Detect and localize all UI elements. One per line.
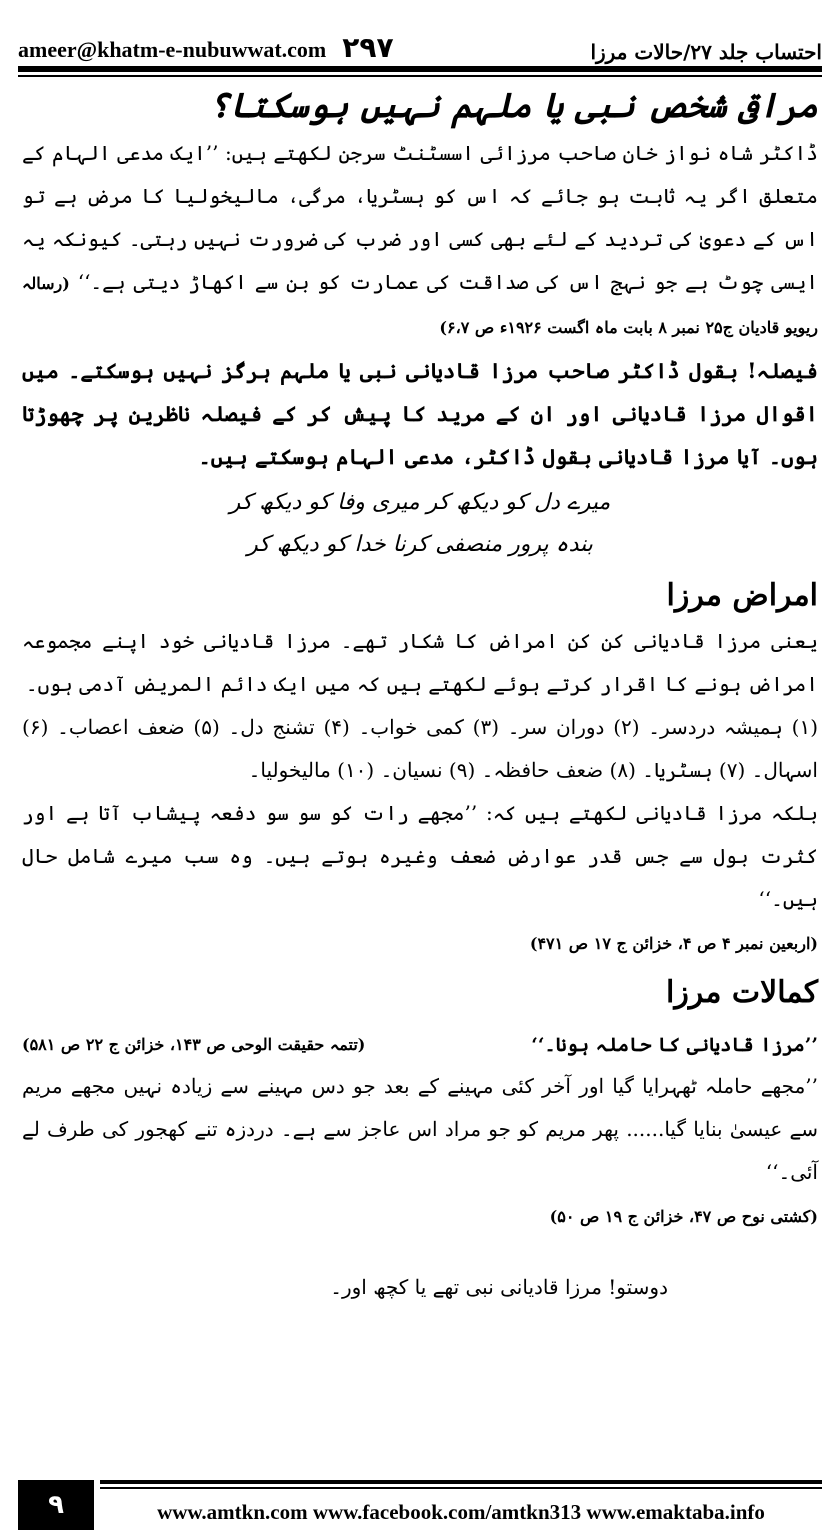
pregnancy-quote: ’’مرزا قادیانی کا حاملہ ہونا۔‘‘ bbox=[531, 1034, 818, 1056]
closing-line: دوستو! مرزا قادیانی نبی تھے یا کچھ اور۔ bbox=[330, 1275, 668, 1299]
footer-rule-thick bbox=[100, 1480, 822, 1484]
header-rule-thin bbox=[18, 75, 822, 77]
paragraph-urine-quote: بلکہ مرزا قادیانی لکھتے ہیں کہ: ’’مجھے رات کو سو سو دفعہ پیشاب آتا ہے اور کثرت بول سے جس قدر عوارض ضعف وغیرہ ہوتے ہیں۔ وہ سب میرے شامل حال ہیں۔‘‘ bbox=[22, 801, 818, 911]
doctor-quote-text: ڈاکٹر شاہ نواز خان صاحب مرزائی اسسٹنٹ سرجن لکھتے ہیں: ’’ایک مدعی الہام کے متعلق اگر یہ ثابت ہو جائے کہ اس کو ہسٹریا، مرگی، مالیخولیا کا مرض ہے تو اس کے دعویٰ کی تردید کے لئے بھی کسی اور ضرب کی ضرورت نہیں رہتی۔ کیونکہ یہ ایسی چوٹ ہے جو نہج اس کی صداقت کی عمارت کو بن سے اکھاڑ دیتی ہے۔‘‘ bbox=[22, 141, 819, 294]
poetry-verse-1: میرے دل کو دیکھ کر میری وفا کو دیکھ کر bbox=[229, 490, 611, 515]
footer-rule-thin bbox=[100, 1487, 822, 1489]
doctor-quote-reference: (رسالہ ریویو قادیان ج۲۵ نمبر ۸ بابت ماہ اگست ۱۹۲۶ء ص ۶،۷) bbox=[22, 274, 818, 337]
paragraph-diseases-list: (۱) ہمیشہ دردسر۔ (۲) دوران سر۔ (۳) کمی خواب۔ (۴) تشنج دل۔ (۵) ضعف اعصاب۔ (۶) اسہال۔ (۷) ہسٹریا۔ (۸) ضعف حافظہ۔ (۹) نسیان۔ (۱۰) مالیخولیا۔ bbox=[22, 715, 818, 782]
header-book-title: احتساب جلد ۲۷/حالات مرزا bbox=[590, 40, 822, 64]
paragraph-doctor-quote bbox=[22, 132, 818, 349]
paragraph-diseases-intro: یعنی مرزا قادیانی کن کن امراض کا شکار تھے۔ مرزا قادیانی خود اپنے مجموعہ امراض ہونے کا اقرار کرتے ہوئے لکھتے ہیں کہ میں ایک دائم المریض آدمی ہوں۔ bbox=[22, 629, 818, 696]
section-heading-2: امراض مرزا bbox=[666, 578, 818, 613]
section-heading-1: مراقی شخص نبی یا ملہم نہیں ہوسکتا؟ bbox=[209, 86, 818, 126]
header-left bbox=[18, 31, 394, 64]
poetry-couplet bbox=[22, 482, 818, 566]
page-content bbox=[22, 80, 818, 1308]
header-email[interactable]: ameer@khatm-e-nubuwwat.com bbox=[18, 37, 327, 62]
footer-page-box: ۹ bbox=[18, 1480, 94, 1530]
header-rule-thick bbox=[18, 66, 822, 72]
header-page-number: ۲۹۷ bbox=[342, 31, 394, 64]
pregnancy-quote-line bbox=[22, 1025, 818, 1065]
paragraph-mary-jesus: ’’مجھے حاملہ ٹھہرایا گیا اور آخر کئی مہینے کے بعد جو دس مہینے سے زیادہ نہیں مجھے مریم سے عیسیٰ بنایا گیا...... پھر مریم کو جو مراد اس عاجز سے ہے۔ دردزہ تنے کھجور کی طرف لے آئی۔‘‘ bbox=[22, 1074, 818, 1184]
footer-links[interactable]: www.amtkn.com www.facebook.com/amtkn313 www.emaktaba.info bbox=[157, 1499, 765, 1524]
pregnancy-quote-reference: (تتمہ حقیقت الوحی ص ۱۴۳، خزائن ج ۲۲ ص ۵۸۱) bbox=[22, 1035, 366, 1054]
poetry-verse-2: بندہ پرور منصفی کرنا خدا کو دیکھ کر bbox=[247, 532, 593, 557]
diseases-reference: (اربعین نمبر ۴ ص ۴، خزائن ج ۱۷ ص ۴۷۱) bbox=[529, 934, 818, 953]
kashti-nooh-reference: (کشتی نوح ص ۴۷، خزائن ج ۱۹ ص ۵۰) bbox=[549, 1207, 818, 1226]
section-heading-3: کمالات مرزا bbox=[665, 975, 818, 1010]
paragraph-verdict: فیصلہ! بقول ڈاکٹر صاحب مرزا قادیانی نبی یا ملہم ہرگز نہیں ہوسکتے۔ میں اقوال مرزا قادیانی اور ان کے مرید کا پیش کر کے فیصلہ ناظرین پر چھوڑتا ہوں۔ آیا مرزا قادیانی بقول ڈاکٹر، مدعی الہام ہوسکتے ہیں۔ bbox=[22, 358, 818, 469]
page-header bbox=[18, 18, 822, 64]
